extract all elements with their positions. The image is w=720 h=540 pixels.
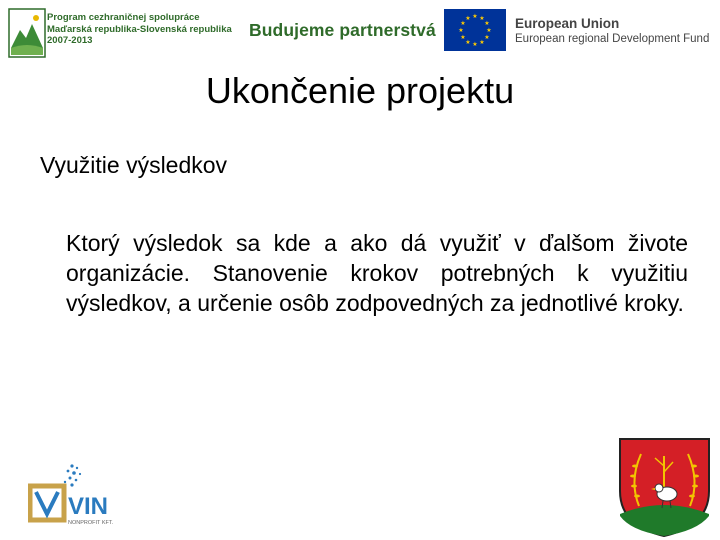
svg-text:★: ★ xyxy=(460,34,466,41)
slide-title: Ukončenie projektu xyxy=(205,70,515,111)
program-line-1: Program cezhraničnej spolupráce xyxy=(47,12,200,23)
slogan: Budujeme partnerstvá xyxy=(249,20,436,40)
slide-subtitle: Využitie výsledkov xyxy=(40,152,228,178)
svg-text:★: ★ xyxy=(479,39,485,46)
eu-subtitle: European regional Development Fund xyxy=(515,33,710,45)
vin-logo-subtext: NONPROFIT KFT. xyxy=(68,520,114,526)
vin-logo-icon xyxy=(28,462,148,532)
svg-text:★: ★ xyxy=(472,41,478,48)
svg-text:★: ★ xyxy=(460,20,466,27)
svg-text:★: ★ xyxy=(484,20,490,27)
eu-title: European Union xyxy=(515,16,620,31)
vin-logo-text: VIN xyxy=(68,493,109,520)
coat-of-arms-icon xyxy=(617,436,712,538)
svg-text:★: ★ xyxy=(465,15,471,22)
program-name xyxy=(47,12,232,47)
program-logo-icon xyxy=(8,8,46,58)
eu-flag-icon xyxy=(444,9,506,51)
program-line-3: 2007-2013 xyxy=(47,35,93,46)
svg-text:★: ★ xyxy=(458,27,464,34)
program-line-2: Maďarská republika-Slovenská republika xyxy=(47,23,232,35)
svg-text:★: ★ xyxy=(465,39,471,46)
slide-body-text: Ktorý výsledok sa kde a ako dá využiť v ďalšom živote organizácie. Stanovenie krokov potrebných k využitiu výsledkov, a určenie osôb zodpovedných za jednotlivé kroky. xyxy=(66,230,688,316)
svg-text:★: ★ xyxy=(486,27,492,34)
svg-text:★: ★ xyxy=(479,15,485,22)
svg-text:★: ★ xyxy=(484,34,490,41)
header-logos xyxy=(0,0,720,62)
svg-text:★: ★ xyxy=(472,13,478,20)
